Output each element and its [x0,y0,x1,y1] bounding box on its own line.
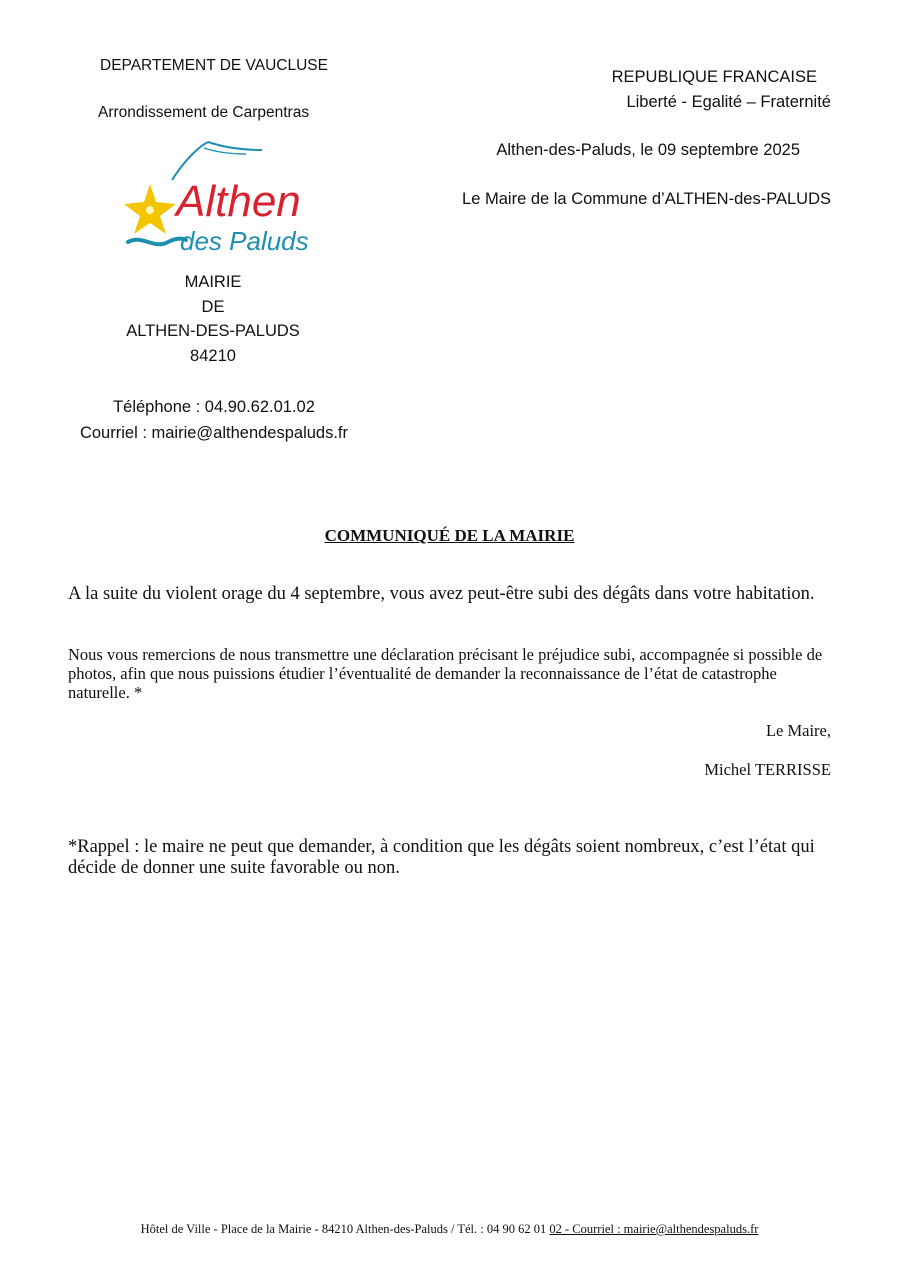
logo-subtitle: des Paluds [180,226,309,256]
footer-contact: 02 - Courriel : mairie@althendespaluds.fr [549,1222,759,1236]
mairie-postcode: 84210 [190,346,236,365]
logo-title: Althen [176,177,301,226]
signature-title: Le Maire, [765,721,831,740]
footer [0,1222,899,1237]
department-name: DEPARTEMENT DE VAUCLUSE [100,57,328,74]
contact-block [56,394,372,446]
signature-name: Michel TERRISSE [704,760,831,779]
star-icon [124,184,176,234]
wave-icon [128,239,186,245]
place-and-date: Althen-des-Paluds, le 09 septembre 2025 [496,141,800,159]
arrondissement: Arrondissement de Carpentras [98,104,310,121]
paragraph-declaration: Nous vous remercions de nous transmettre une déclaration précisant le préjudice subi, accompagnée si possible de photos, afin que nous puissions étudier l’éventualité de demander la reconnaissance de l’état de catastrophe naturelle. * [68,645,823,702]
national-motto: Liberté - Egalité – Fraternité [626,93,831,111]
logo-arc [172,142,208,180]
mairie-line-2: DE [201,297,225,316]
mairie-line-1: MAIRIE [184,273,242,291]
paragraph-storm: A la suite du violent orage du 4 septembre, vous avez peut-être subi des dégâts dans votre habitation. [68,584,815,604]
email-address: Courriel : mairie@althendespaluds.fr [79,424,349,442]
sender-line: Le Maire de la Commune d’ALTHEN-des-PALUDS [462,190,831,208]
mairie-line-3: ALTHEN-DES-PALUDS [126,322,300,340]
mairie-block [113,270,313,368]
logo-arc [208,142,262,150]
althen-logo [120,138,310,260]
paragraph-reminder: *Rappel : le maire ne peut que demander, à condition que les dégâts soient nombreux, c’est l’état qui décide de donner une suite favorable ou non. [68,837,815,878]
phone-number: Téléphone : 04.90.62.01.02 [113,398,315,416]
communique-title: COMMUNIQUÉ DE LA MAIRIE [324,526,575,545]
footer-address: Hôtel de Ville - Place de la Mairie - 84210 Althen-des-Paluds / Tél. : 04 90 62 01 [140,1222,550,1236]
republic-heading: REPUBLIQUE FRANCAISE [611,68,817,86]
